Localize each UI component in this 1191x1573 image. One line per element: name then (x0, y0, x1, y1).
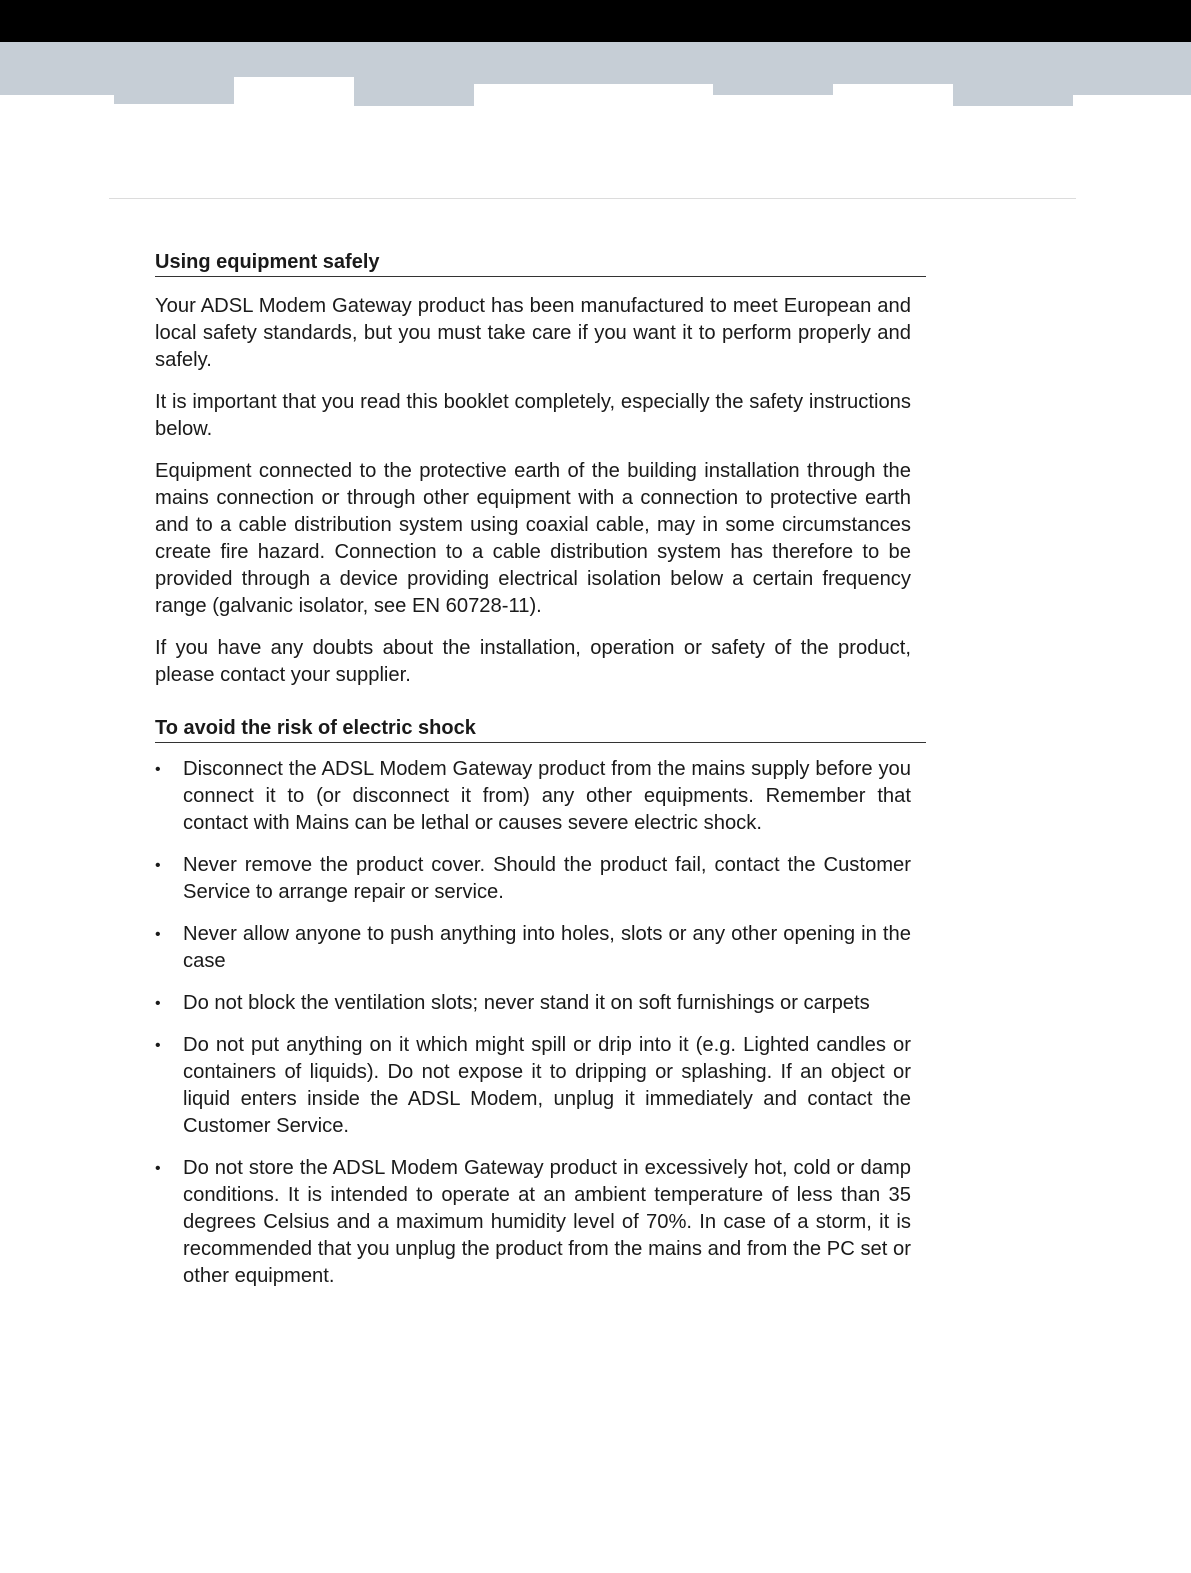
list-item (155, 852, 911, 906)
header-notch (234, 77, 354, 95)
bullet-icon: • (155, 1037, 161, 1054)
paragraph: Your ADSL Modem Gateway product has been manufactured to meet European and local safety standards, but you must take care if you want it to perform properly and safely. (155, 295, 911, 371)
section-electric-shock (155, 715, 926, 1290)
list-item-text: Do not store the ADSL Modem Gateway product in excessively hot, cold or damp conditions. It is intended to operate at an ambient temperature of less than 35 degrees Celsius and a maximum humidity level of 70%. In case of a storm, it is recommended that you unplug the product from the mains and from the PC set or other equipment. (183, 1157, 911, 1287)
list-item (155, 1032, 911, 1140)
list-item (155, 756, 911, 837)
list-item-text: Never allow anyone to push anything into holes, slots or any other opening in the case (183, 923, 911, 972)
bullet-icon: • (155, 1160, 161, 1177)
section-heading: To avoid the risk of electric shock (155, 715, 926, 743)
bullet-icon: • (155, 995, 161, 1012)
header-divider (109, 198, 1076, 199)
section-heading: Using equipment safely (155, 249, 926, 277)
bullet-list (155, 756, 911, 1290)
paragraph: If you have any doubts about the installation, operation or safety of the product, please contact your supplier. (155, 637, 911, 686)
section-using-equipment-safely (155, 249, 926, 689)
list-item (155, 990, 911, 1017)
page-content (155, 249, 926, 1290)
header-tab (953, 95, 1073, 106)
header-notch (833, 84, 953, 95)
bullet-icon: • (155, 761, 161, 778)
list-item-text: Never remove the product cover. Should the product fail, contact the Customer Service to arrange repair or service. (183, 854, 911, 903)
list-item (155, 921, 911, 975)
paragraph: It is important that you read this booklet completely, especially the safety instructions below. (155, 391, 911, 440)
list-item-text: Do not put anything on it which might spill or drip into it (e.g. Lighted candles or containers of liquids). Do not expose it to dripping or splashing. If an object or liquid enters inside the ADSL Modem, unplug it immediately and contact the Customer Service. (183, 1034, 911, 1137)
list-item-text: Do not block the ventilation slots; never stand it on soft furnishings or carpets (183, 992, 870, 1014)
header-tab (354, 95, 474, 106)
header-tab (114, 95, 234, 104)
list-item-text: Disconnect the ADSL Modem Gateway product from the mains supply before you connect it to (or disconnect it from) any other equipments. Remember that contact with Mains can be lethal or causes severe electric shock. (183, 758, 911, 834)
header-notch (474, 84, 713, 95)
list-item (155, 1155, 911, 1290)
bullet-icon: • (155, 857, 161, 874)
paragraph: Equipment connected to the protective earth of the building installation through the mains connection or through other equipment with a connection to protective earth and to a cable distribution system using coaxial cable, may in some circumstances create fire hazard. Connection to a cable distribution system has therefore to be provided through a device providing electrical isolation below a certain frequency range (galvanic isolator, see EN 60728-11). (155, 460, 911, 617)
page-top-band (0, 0, 1191, 42)
bullet-icon: • (155, 926, 161, 943)
